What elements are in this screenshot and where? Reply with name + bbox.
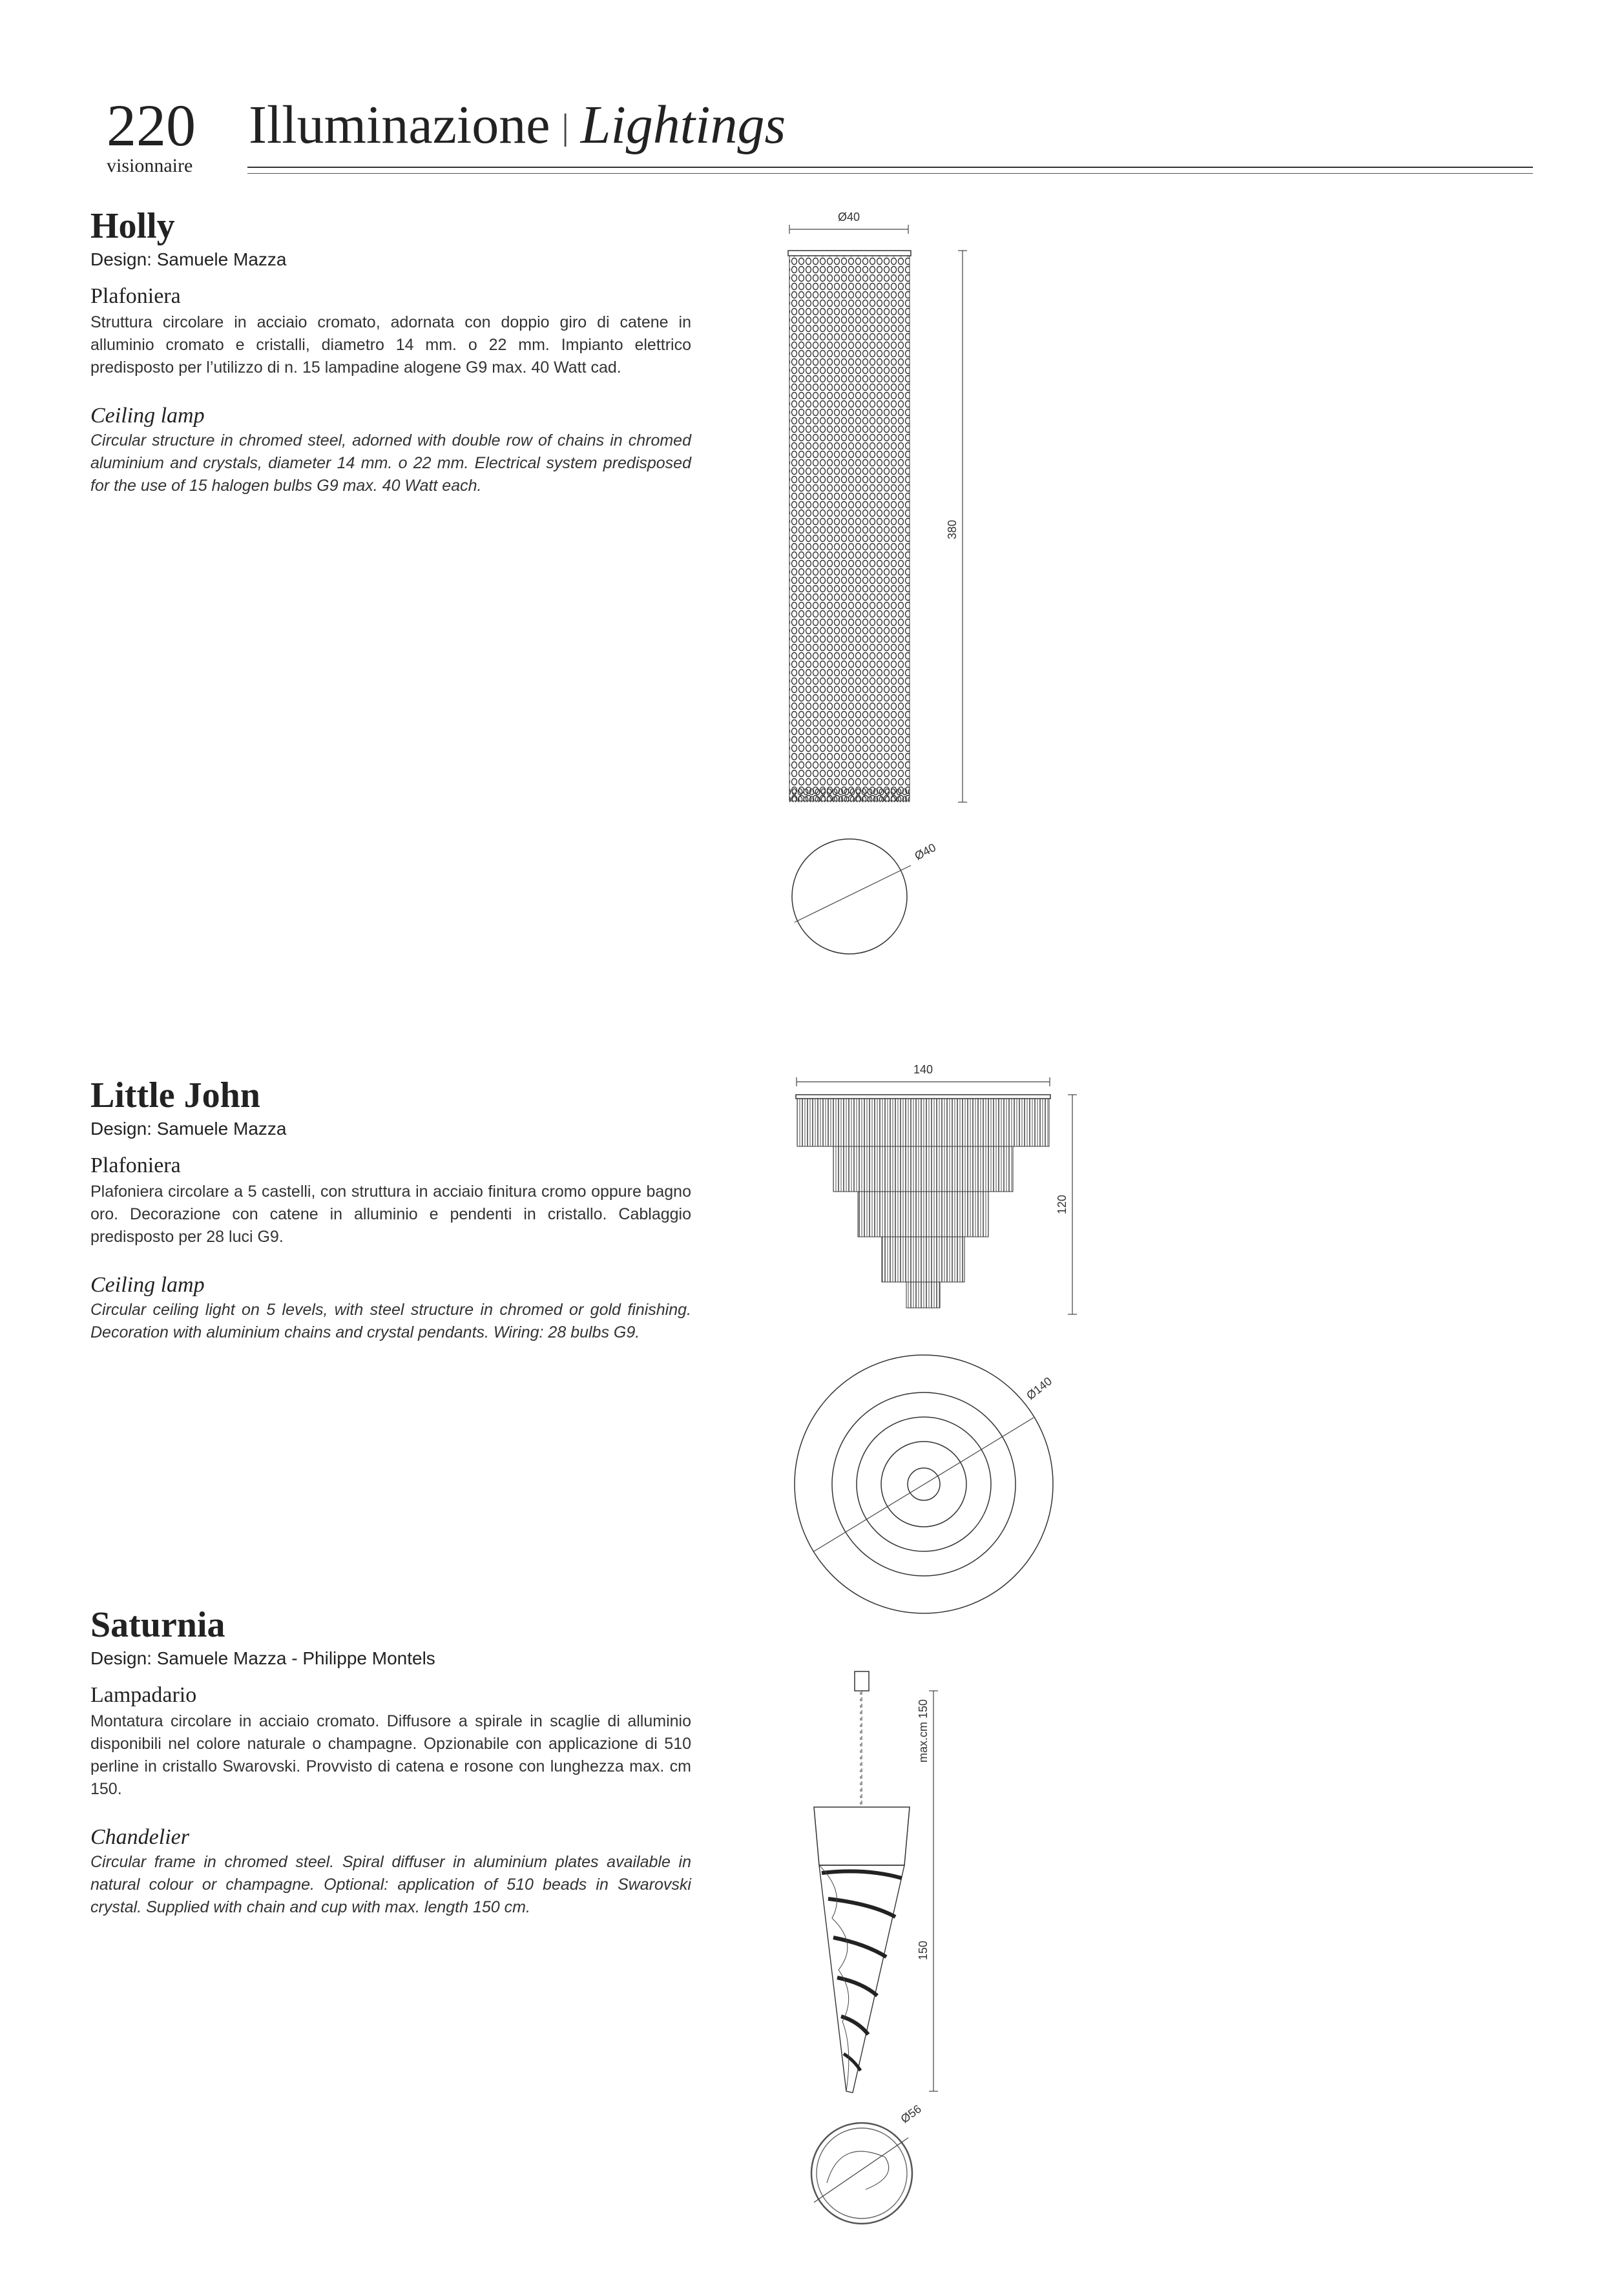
product-description-it: Montatura circolare in acciaio cromato. Diffusore a spirale in scaglie di alluminio disponibili nel colore naturale o champagne. Opzionabile con applicazione di 510 perline in cristallo Swarovski. Provvisto di catena e rosone con lunghezza max. cm 150. [90, 1712, 691, 1798]
holly-plan-dim: Ø40 [912, 840, 938, 863]
title-italian: Illuminazione [249, 95, 550, 155]
product-designer: Design: Samuele Mazza [90, 1119, 287, 1139]
product-description-en: Circular ceiling light on 5 levels, with steel structure in chromed or gold finishing. Decoration with aluminium chains and crystal pendants. Wiring: 28 bulbs G9. [90, 1301, 691, 1341]
product-little-john [90, 1077, 691, 1344]
page-title [249, 95, 786, 155]
header-rule-thin [247, 173, 1533, 174]
lj-height-dim: 120 [1056, 1194, 1068, 1215]
product-category-en: Ceiling lamp [90, 1273, 205, 1297]
holly-width-dim: Ø40 [837, 211, 860, 223]
product-name: Little John [90, 1075, 260, 1115]
product-description-en: Circular structure in chromed steel, adorned with double row of chains in chromed aluminium and crystals, diameter 14 mm. o 22 mm. Electrical system predisposed for the use of 15 halogen bulbs G9 max. 40 Watt each. [90, 431, 691, 495]
header-rule [247, 167, 1533, 168]
holly-height-dim: 380 [946, 519, 959, 540]
product-holly [90, 208, 691, 497]
product-category-it: Plafoniera [90, 284, 181, 308]
product-name: Saturnia [90, 1605, 225, 1645]
saturnia-chain [860, 1691, 862, 1805]
product-category-en: Ceiling lamp [90, 404, 205, 428]
product-category-en: Chandelier [90, 1825, 189, 1849]
product-category-it: Lampadario [90, 1683, 197, 1707]
product-category-it: Plafoniera [90, 1153, 181, 1177]
saturnia-height-dim: 150 [917, 1940, 930, 1961]
lj-width-dim: 140 [913, 1063, 933, 1076]
little-john-drawing [775, 1059, 1098, 1628]
product-designer: Design: Samuele Mazza [90, 249, 287, 269]
title-english: Lightings [580, 95, 786, 155]
holly-drawing [762, 207, 1021, 969]
product-description-it: Plafoniera circolare a 5 castelli, con struttura in acciaio finitura cromo oppure bagno oro. Decorazione con catene in alluminio e pendenti in cristallo. Cablaggio predisposto per 28 luci G9. [90, 1183, 691, 1246]
title-separator: | [561, 107, 569, 147]
page-number: 220 [107, 92, 196, 158]
brand-label: visionnaire [107, 155, 193, 176]
lj-plan-dim: Ø140 [1024, 1374, 1055, 1403]
saturnia-chain-dim: max.cm 150 [917, 1699, 930, 1763]
product-description-it: Struttura circolare in acciaio cromato, adornata con doppio giro di catene in alluminio cromato e cristalli, diametro 14 mm. o 22 mm. Impianto elettrico predisposto per l’utilizzo di n. 15 lampadine alogene G9 max. 40 Watt cad. [90, 313, 691, 377]
product-designer: Design: Samuele Mazza - Philippe Montels [90, 1648, 435, 1668]
saturnia-drawing [788, 1660, 956, 2235]
product-saturnia [90, 1607, 691, 1919]
product-name: Holly [90, 206, 175, 246]
saturnia-plan-dim: Ø56 [898, 2102, 924, 2126]
product-description-en: Circular frame in chromed steel. Spiral diffuser in aluminium plates available in natural colour or champagne. Optional: application of 510 beads in Swarovski crystal. Supplied with chain and cup with max. length 150 cm. [90, 1853, 691, 1916]
